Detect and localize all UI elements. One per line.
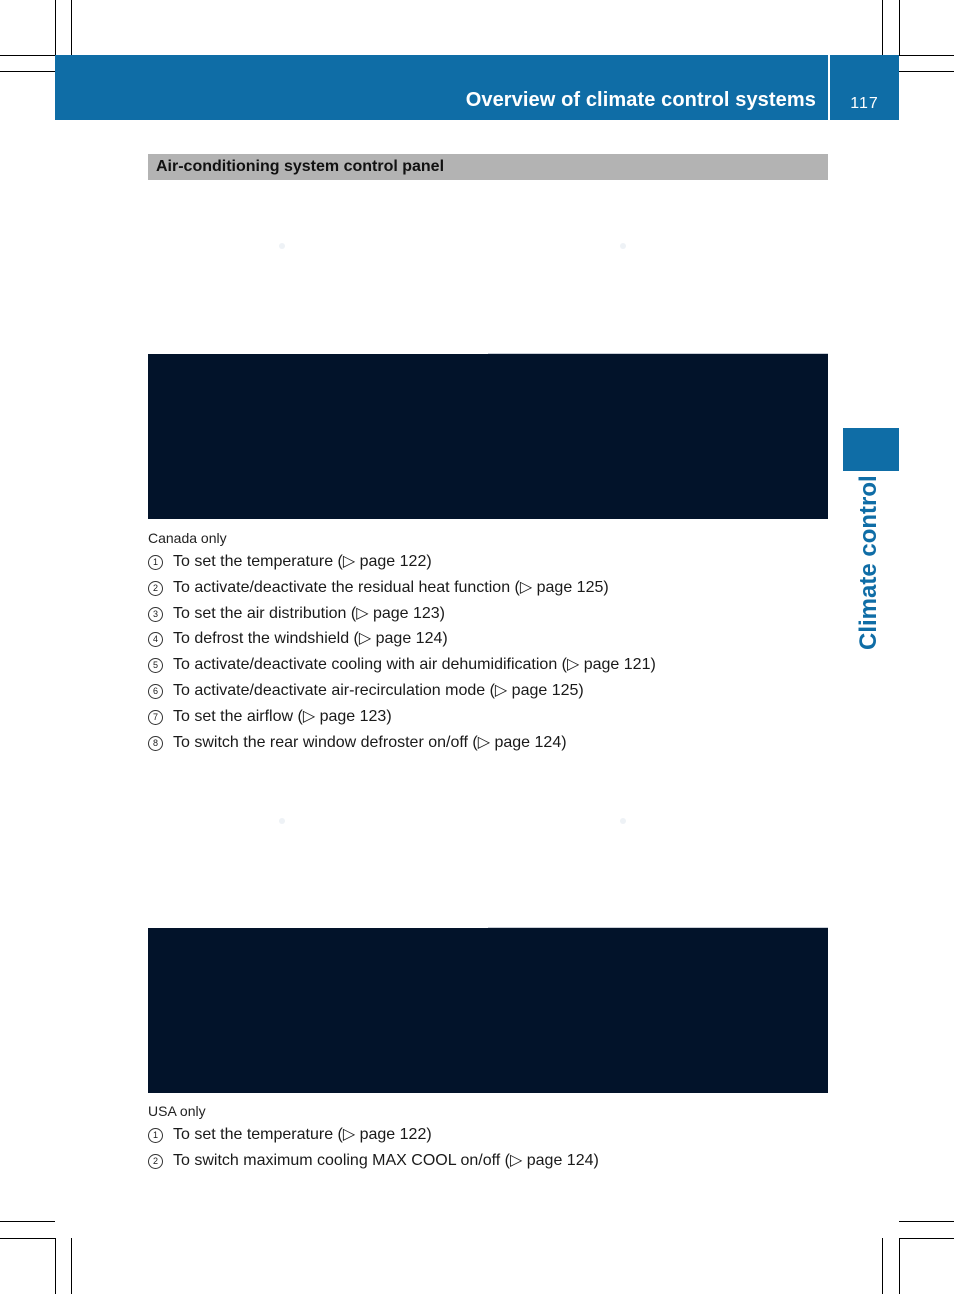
image-artifact [279, 243, 285, 249]
crop-mark [0, 1221, 55, 1222]
list-item-text: To switch the rear window defroster on/off (▷ page 124) [173, 734, 567, 751]
crop-mark [55, 0, 56, 55]
list-item [148, 1150, 599, 1170]
list-item [148, 732, 567, 752]
callout-number: 1 [148, 555, 163, 570]
caption-usa: USA only [148, 1103, 206, 1119]
list-item [148, 628, 448, 648]
callout-number: 7 [148, 710, 163, 725]
list-item-text: To set the temperature (▷ page 122) [173, 553, 432, 570]
callout-number: 6 [148, 684, 163, 699]
list-item [148, 706, 392, 726]
crop-mark [0, 55, 55, 56]
list-item [148, 680, 584, 700]
list-item [148, 603, 445, 623]
crop-mark [71, 1238, 72, 1294]
crop-mark [0, 1238, 55, 1239]
image-artifact [620, 818, 626, 824]
list-item-text: To switch maximum cooling MAX COOL on/off (▷ page 124) [173, 1152, 599, 1169]
header-bar [55, 55, 828, 120]
list-item-text: To activate/deactivate air-recirculation mode (▷ page 125) [173, 682, 584, 699]
callout-number: 5 [148, 658, 163, 673]
crop-mark [899, 1221, 954, 1222]
page-number: 117 [850, 95, 879, 112]
section-heading-bar [148, 154, 828, 180]
callout-number: 4 [148, 632, 163, 647]
crop-mark [71, 0, 72, 55]
list-item-text: To set the temperature (▷ page 122) [173, 1126, 432, 1143]
callout-number: 3 [148, 607, 163, 622]
callout-number: 8 [148, 736, 163, 751]
list-item-text: To set the airflow (▷ page 123) [173, 708, 392, 725]
crop-mark [882, 0, 883, 55]
page-title: Overview of climate control systems [465, 89, 816, 111]
crop-mark [899, 0, 900, 55]
page-number-box [830, 55, 899, 120]
crop-mark [0, 71, 55, 72]
control-panel-image-usa [148, 928, 828, 1093]
list-item-text: To activate/deactivate the residual heat function (▷ page 125) [173, 579, 609, 596]
list-item-text: To defrost the windshield (▷ page 124) [173, 630, 448, 647]
callout-number: 2 [148, 1154, 163, 1169]
image-artifact [620, 243, 626, 249]
list-item [148, 654, 656, 674]
crop-mark [899, 71, 954, 72]
crop-mark [899, 55, 954, 56]
section-title: Air-conditioning system control panel [156, 158, 445, 175]
chapter-label: Climate control [855, 475, 882, 650]
crop-mark [882, 1238, 883, 1294]
callout-number: 1 [148, 1128, 163, 1143]
list-item-text: To activate/deactivate cooling with air dehumidification (▷ page 121) [173, 656, 656, 673]
crop-mark [55, 1238, 56, 1294]
control-panel-image-canada [148, 354, 828, 519]
list-item [148, 1124, 432, 1144]
list-item-text: To set the air distribution (▷ page 123) [173, 605, 446, 622]
caption-canada: Canada only [148, 530, 227, 546]
callout-number: 2 [148, 581, 163, 596]
list-item [148, 577, 609, 597]
crop-mark [899, 1238, 954, 1239]
chapter-tab [843, 428, 899, 471]
crop-mark [899, 1238, 900, 1294]
list-item [148, 551, 432, 571]
image-artifact [279, 818, 285, 824]
